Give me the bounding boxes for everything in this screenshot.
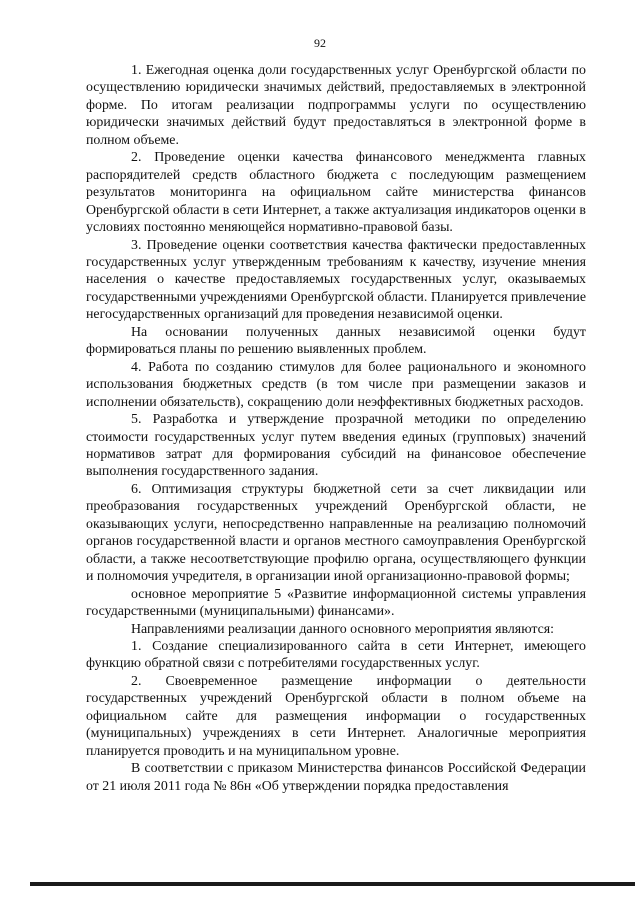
- paragraph: основное мероприятие 5 «Развитие информационной системы управления государственными (муниципальными) финансами».: [86, 586, 586, 620]
- page-number: 92: [314, 36, 326, 50]
- paragraph: 6. Оптимизация структуры бюджетной сети за счет ликвидации или преобразования государственных учреждений Оренбургской области, не оказывающих услуги, непосредственно направленные на реализацию полномочий органов государственной власти и органов местного самоуправления Оренбургской области, а также несоответствующие профилю органа, осуществляющего функции и полномочия учредителя, в организации иной организационно-правовой формы;: [86, 481, 586, 585]
- paragraph: 5. Разработка и утверждение прозрачной методики по определению стоимости государственных услуг путем введения единых (групповых) значений нормативов затрат для формирования субсидий на финансовое обеспечение выполнения государственного задания.: [86, 412, 586, 480]
- body-text: [86, 62, 586, 795]
- scan-edge-line: [30, 882, 635, 886]
- paragraph: В соответствии с приказом Министерства финансов Российской Федерации от 21 июля 2011 года № 86н «Об утверждении порядка предоставления: [86, 761, 586, 794]
- paragraph: 1. Создание специализированного сайта в сети Интернет, имеющего функцию обратной связи с потребителями государственных услуг.: [86, 638, 586, 672]
- paragraph: 2. Своевременное размещение информации о деятельности государственных учреждений Оренбургской области в полном объеме на официальном сайте для размещения информации о государственных (муниципальных) учреждениях в сети Интернет. Аналогичные мероприятия планируется проводить и на муниципальном уровне.: [86, 673, 586, 759]
- paragraph: 1. Ежегодная оценка доли государственных услуг Оренбургской области по осуществлению юридически значимых действий, предоставляемых в электронной форме. По итогам реализации подпрограммы услуги по осуществлению юридически значимых действий будут предоставляться в электронной форме в полном объеме.: [86, 63, 586, 148]
- paragraph: На основании полученных данных независимой оценки будут формироваться планы по решению выявленных проблем.: [86, 324, 586, 358]
- paragraph: 3. Проведение оценки соответствия качества фактически предоставленных государственных услуг утвержденным требованиям к качеству, изучение мнения населения о качестве предоставляемых государственных услуг, оказываемых государственными учреждениями Оренбургской области. Планируется привлечение негосударственных организаций для проведения независимой оценки.: [86, 237, 586, 323]
- paragraph: 2. Проведение оценки качества финансового менеджмента главных распорядителей средств областного бюджета с последующим размещением результатов мониторинга на официальном сайте министерства финансов Оренбургской области в сети Интернет, а также актуализация индикаторов оценки в условиях постоянно меняющейся нормативно-правовой базы.: [86, 150, 586, 236]
- paragraph: Направлениями реализации данного основного мероприятия являются:: [131, 621, 555, 637]
- paragraph: 4. Работа по созданию стимулов для более рационального и экономного использования бюджетных средств (в том числе при размещении заказов и исполнении обязательств), сокращению доли неэффективных бюджетных расходов.: [86, 359, 586, 410]
